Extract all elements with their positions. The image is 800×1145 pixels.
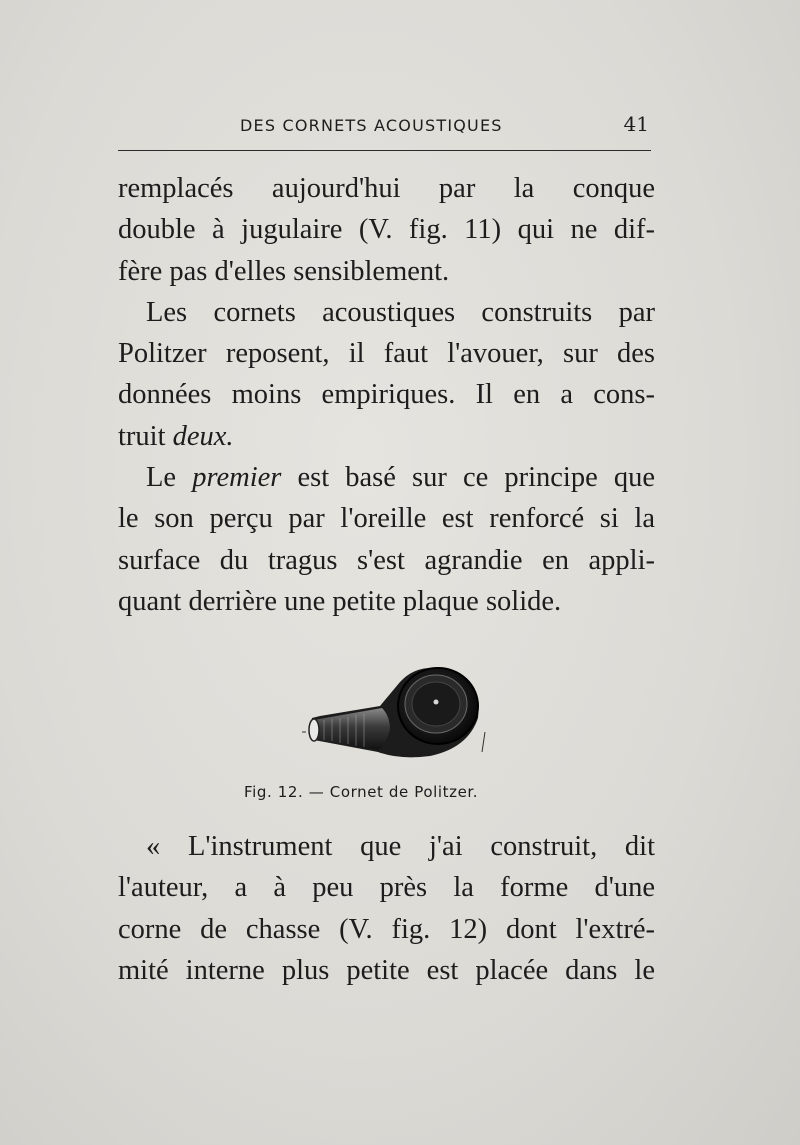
text-line <box>118 416 655 457</box>
text-line: « L'instrument que j'ai construit, dit <box>146 831 655 862</box>
paragraph-3 <box>118 457 655 622</box>
text-run: est basé sur ce principe que <box>297 462 656 494</box>
text-run: truit <box>118 420 166 452</box>
text-line: fère pas d'elles sensiblement. <box>118 255 450 287</box>
main-text <box>118 168 655 622</box>
text-line: corne de chasse (V. fig. 12) dont l'extré- <box>118 913 655 945</box>
paragraph-4 <box>118 826 655 991</box>
text-line <box>118 457 655 498</box>
politzer-cornet-illustration <box>290 660 490 770</box>
text-line: l'auteur, a à peu près la forme d'une <box>118 872 655 904</box>
text-line: surface du tragus s'est agrandie en appli- <box>118 544 655 576</box>
text-line: le son perçu par l'oreille est renforcé si la <box>118 503 655 535</box>
text-run: Le <box>146 462 177 494</box>
paragraph-2 <box>118 292 655 457</box>
figure-caption: Fig. 12. — Cornet de Politzer. <box>244 783 479 801</box>
text-line: données moins empiriques. Il en a cons- <box>118 379 655 411</box>
header-rule <box>118 150 651 151</box>
text-line: Politzer reposent, il faut l'avouer, sur des <box>118 338 655 370</box>
page-number: 41 <box>623 112 649 136</box>
italic-word: premier <box>192 462 282 494</box>
text-line: quant derrière une petite plaque solide. <box>118 585 562 617</box>
text-line: Les cornets acoustiques construits par <box>146 296 655 328</box>
text-line: remplacés aujourd'hui par la conque <box>118 173 655 204</box>
italic-word: deux. <box>172 420 234 452</box>
main-text-continued <box>118 826 655 991</box>
text-line: double à jugulaire (V. fig. 11) qui ne dif- <box>118 214 655 246</box>
page-header <box>118 112 653 142</box>
paragraph-1 <box>118 168 655 292</box>
text-line: mité interne plus petite est placée dans le <box>118 954 655 986</box>
running-head: DES CORNETS ACOUSTIQUES <box>240 116 503 135</box>
